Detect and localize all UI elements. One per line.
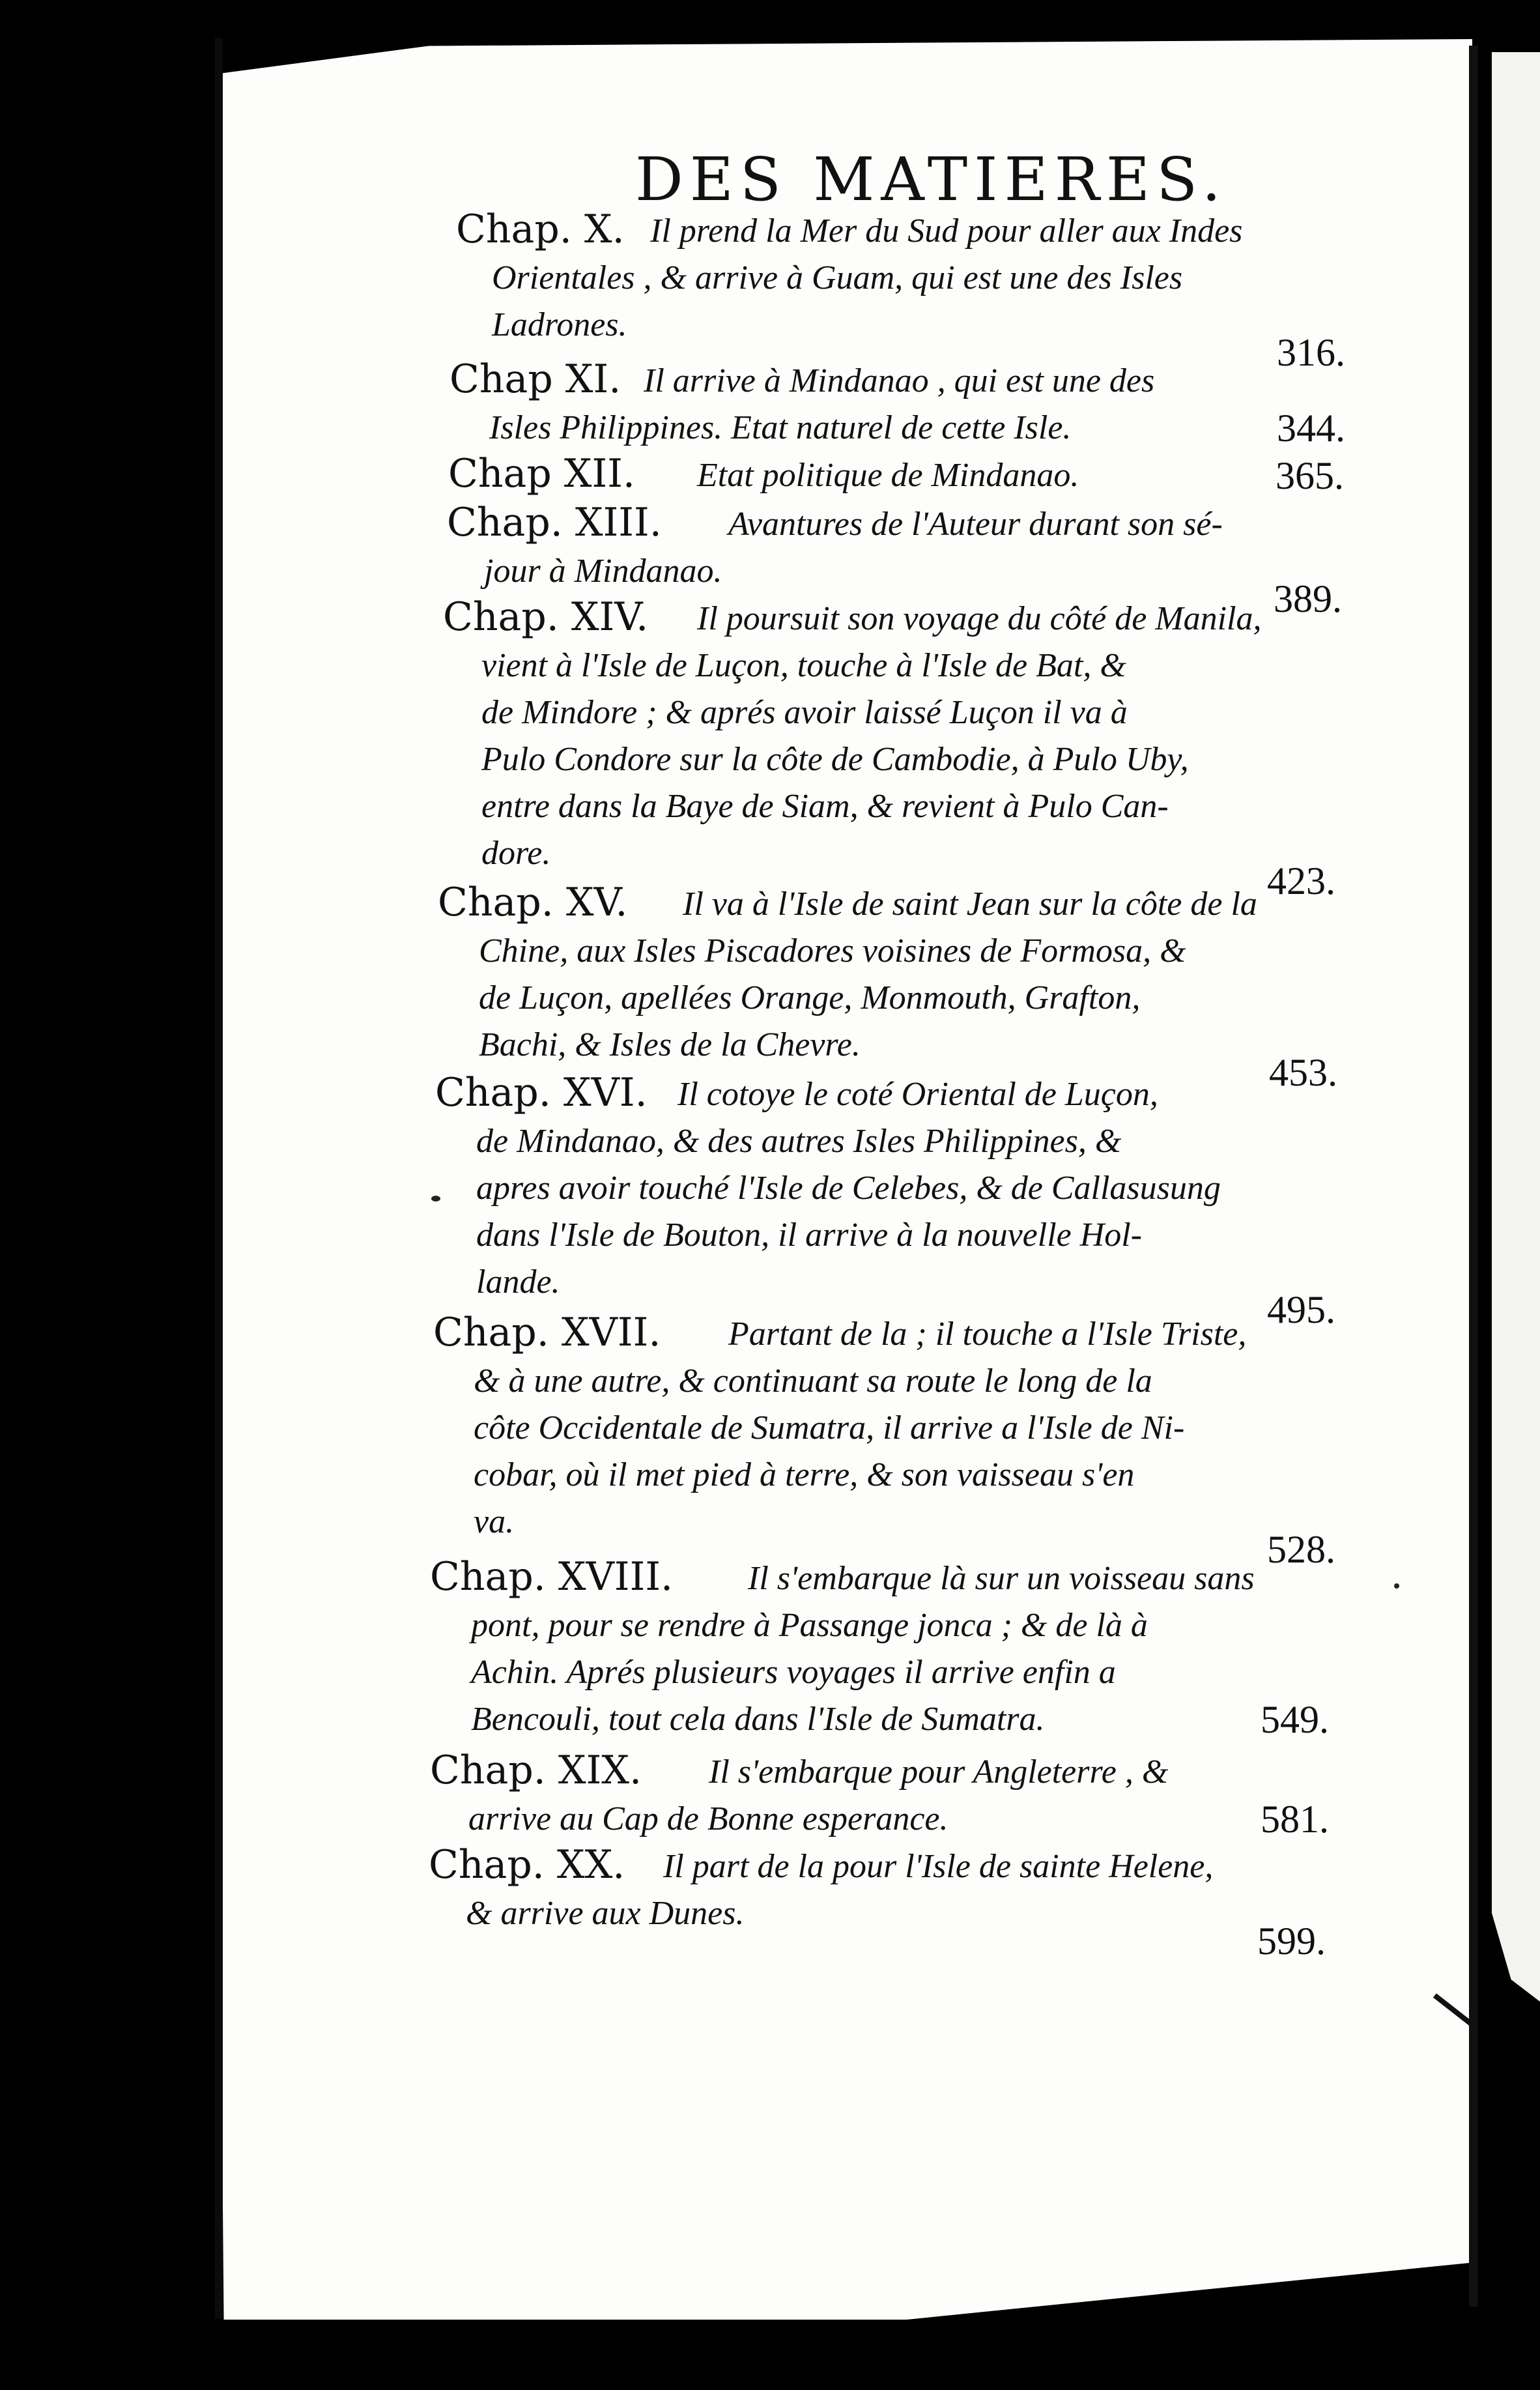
page-number: 528. <box>1267 1528 1335 1571</box>
chapter-summary-line: pont, pour se rendre à Passange jonca ; & de là à <box>471 1607 1148 1644</box>
chapter-label: Chap XI. <box>449 356 621 402</box>
chapter-summary-line: de Luçon, apellées Orange, Monmouth, Grafton, <box>479 979 1141 1016</box>
page-number: 316. <box>1277 331 1345 374</box>
chapter-summary-line: Chine, aux Isles Piscadores voisines de Formosa, & <box>479 932 1186 970</box>
chapter-summary-line: lande. <box>476 1263 560 1301</box>
page-number: 453. <box>1269 1051 1337 1094</box>
page-heading: DES MATIERES. <box>635 145 1228 214</box>
chapter-label: Chap. XVII. <box>433 1310 661 1355</box>
chapter-summary-line: Il va à l'Isle de saint Jean sur la côte de la <box>683 885 1257 923</box>
chapter-summary-line: apres avoir touché l'Isle de Celebes, & de Callasusung <box>476 1170 1221 1207</box>
page-gutter-shadow <box>1469 46 1478 2307</box>
page-number: 549. <box>1261 1698 1329 1741</box>
ink-speck <box>1394 1583 1399 1589</box>
chapter-summary-line: Il part de la pour l'Isle de sainte Helene, <box>663 1848 1214 1885</box>
chapter-summary-line: Pulo Condore sur la côte de Cambodie, à Pulo Uby, <box>481 741 1189 778</box>
chapter-summary-line: va. <box>474 1503 515 1540</box>
page-number: 495. <box>1267 1288 1335 1331</box>
chapter-label: Chap. XIII. <box>447 500 662 545</box>
chapter-label: Chap. X. <box>456 207 625 252</box>
chapter-label: Chap. XX. <box>429 1842 625 1888</box>
page-number: 365. <box>1276 454 1344 497</box>
chapter-summary-line: côte Occidentale de Sumatra, il arrive a l'Isle de Ni- <box>474 1409 1185 1447</box>
chapter-summary-line: Bencouli, tout cela dans l'Isle de Sumatra. <box>471 1701 1045 1738</box>
chapter-summary-line: jour à Mindanao. <box>484 553 722 590</box>
chapter-summary-line: dore. <box>481 835 551 872</box>
chapter-label: Chap. XV. <box>438 880 628 925</box>
chapter-summary-line: Il poursuit son voyage du côté de Manila, <box>697 600 1262 637</box>
facing-page-edge <box>1492 52 1540 2268</box>
chapter-label: Chap. XVIII. <box>430 1554 674 1600</box>
chapter-summary-line: Avantures de l'Auteur durant son sé- <box>728 506 1223 543</box>
chapter-summary-line: Il cotoye le coté Oriental de Luçon, <box>677 1076 1158 1113</box>
chapter-summary-line: Partant de la ; il touche a l'Isle Triste, <box>728 1316 1247 1353</box>
chapter-summary-line: de Mindore ; & aprés avoir laissé Luçon il va à <box>481 694 1128 731</box>
chapter-summary-line: entre dans la Baye de Siam, & revient à Pulo Can- <box>481 788 1169 825</box>
chapter-summary-line: Ladrones. <box>492 306 627 343</box>
page-number: 581. <box>1261 1798 1329 1841</box>
chapter-summary-line: Orientales , & arrive à Guam, qui est une des Isles <box>492 259 1183 296</box>
chapter-summary-line: Etat politique de Mindanao. <box>697 457 1079 494</box>
page-number: 389. <box>1274 577 1342 620</box>
chapter-label: Chap XII. <box>448 451 635 497</box>
chapter-summary-line: Achin. Aprés plusieurs voyages il arrive enfin a <box>471 1654 1116 1691</box>
chapter-summary-line: & arrive aux Dunes. <box>466 1895 745 1932</box>
chapter-summary-line: dans l'Isle de Bouton, il arrive à la nouvelle Hol- <box>476 1217 1143 1254</box>
chapter-summary-line: de Mindanao, & des autres Isles Philippines, & <box>476 1123 1122 1160</box>
ink-speck <box>431 1196 440 1202</box>
page-number: 423. <box>1267 859 1335 902</box>
chapter-label: Chap. XIV. <box>443 594 649 640</box>
chapter-summary-line: arrive au Cap de Bonne esperance. <box>468 1800 948 1837</box>
chapter-summary-line: Bachi, & Isles de la Chevre. <box>479 1026 861 1063</box>
chapter-summary-line: Il arrive à Mindanao , qui est une des <box>644 362 1155 399</box>
chapter-summary-line: & à une autre, & continuant sa route le long de la <box>474 1362 1152 1400</box>
page-left-edge <box>215 38 223 2318</box>
chapter-summary-line: vient à l'Isle de Luçon, touche à l'Isle de Bat, & <box>481 647 1126 684</box>
chapter-label: Chap. XIX. <box>430 1748 642 1793</box>
chapter-summary-line: Il prend la Mer du Sud pour aller aux Indes <box>650 212 1243 250</box>
page-number: 344. <box>1277 407 1345 450</box>
chapter-summary-line: Il s'embarque pour Angleterre , & <box>709 1753 1169 1791</box>
chapter-summary-line: cobar, où il met pied à terre, & son vaisseau s'en <box>474 1456 1135 1493</box>
chapter-summary-line: Isles Philippines. Etat naturel de cette Isle. <box>489 409 1072 446</box>
chapter-label: Chap. XVI. <box>435 1070 648 1116</box>
chapter-summary-line: Il s'embarque là sur un voisseau sans <box>748 1560 1255 1597</box>
page-number: 599. <box>1257 1920 1326 1963</box>
